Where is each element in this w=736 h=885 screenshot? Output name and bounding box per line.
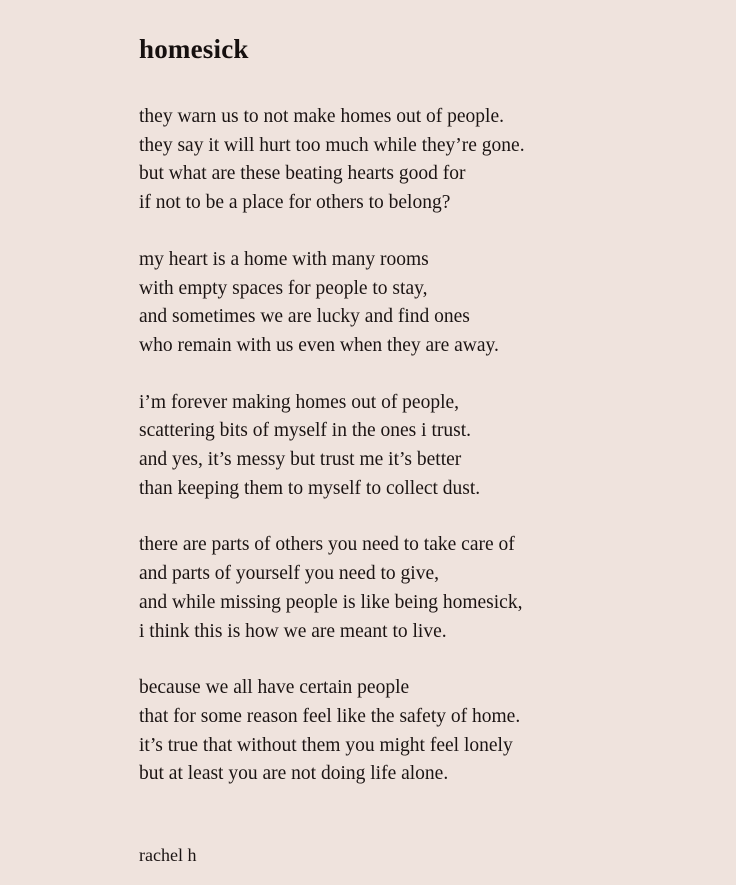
poem-line: with empty spaces for people to stay, — [139, 277, 428, 299]
stanza — [139, 531, 676, 646]
stanza — [139, 389, 676, 504]
poem-line: and sometimes we are lucky and find ones — [139, 306, 470, 328]
poem-line: if not to be a place for others to belong? — [139, 192, 451, 214]
poem-line: that for some reason feel like the safety of home. — [139, 705, 521, 727]
poem-line: i think this is how we are meant to live. — [139, 620, 447, 642]
poem-line: and yes, it’s messy but trust me it’s better — [139, 449, 462, 471]
stanza — [139, 103, 676, 218]
poem-line: but what are these beating hearts good for — [139, 163, 466, 185]
poem-line: they warn us to not make homes out of people. — [139, 106, 505, 127]
poem-line: i’m forever making homes out of people, — [139, 391, 460, 413]
stanza — [139, 246, 676, 361]
author-signature: rachel h — [139, 845, 197, 865]
poem-line: they say it will hurt too much while they’re gone. — [139, 134, 525, 156]
poem-line: it’s true that without them you might feel lonely — [139, 734, 513, 756]
poem-line: because we all have certain people — [139, 677, 410, 699]
poem-line: and parts of yourself you need to give, — [139, 563, 440, 585]
page-title: homesick — [139, 34, 249, 64]
poem-line: there are parts of others you need to take care of — [139, 534, 515, 556]
poem-line: but at least you are not doing life alone. — [139, 763, 449, 785]
poem-line: scattering bits of myself in the ones i trust. — [139, 420, 471, 442]
poem-body — [139, 103, 676, 789]
poem-line: my heart is a home with many rooms — [139, 248, 429, 270]
stanza — [139, 674, 676, 789]
poem-line: and while missing people is like being homesick, — [139, 591, 523, 613]
poem-line: who remain with us even when they are away. — [139, 334, 499, 356]
poem-line: than keeping them to myself to collect dust. — [139, 477, 481, 499]
